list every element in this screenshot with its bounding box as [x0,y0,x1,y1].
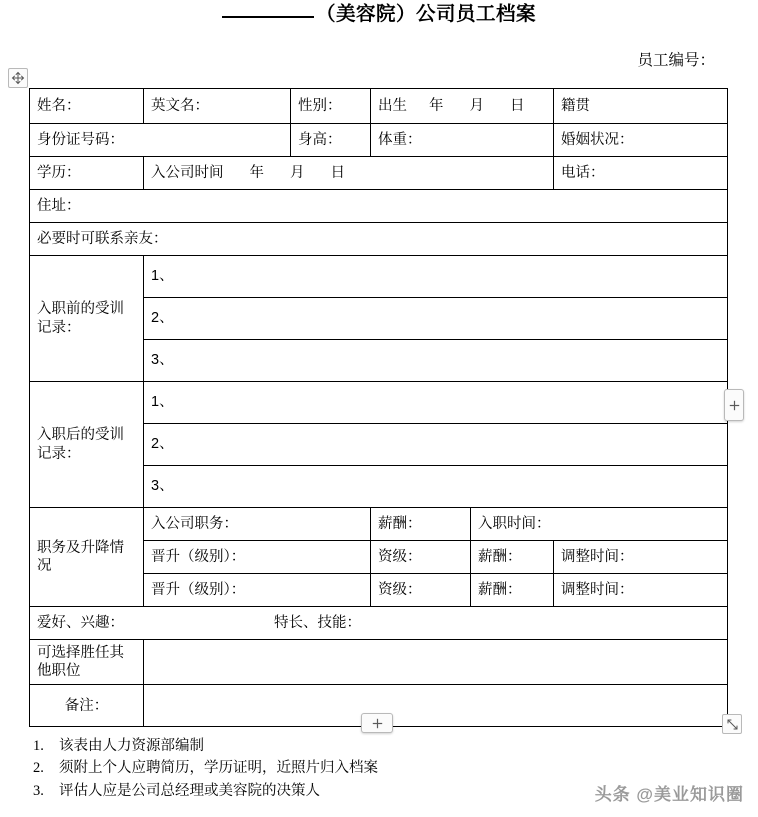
cell-pre-training-item-2[interactable]: 2、 [144,298,728,340]
title-blank-underline [222,16,314,18]
cell-post-training-item-1[interactable]: 1、 [144,382,728,424]
note-item [33,780,378,802]
cell-post-training-label[interactable]: 入职后的受训记录： [30,382,144,508]
note-text: 评估人应是公司总经理或美容院的决策人 [59,782,320,799]
cell-address[interactable]: 住址： [30,190,728,223]
resize-diagonal-icon [726,718,739,731]
cell-pre-training-item-1[interactable]: 1、 [144,256,728,298]
cell-grade-1[interactable]: 资级： [371,541,471,574]
employee-record-table[interactable] [29,88,727,727]
table-row-pre-training-1 [30,256,728,298]
table-row-address [30,190,728,223]
cell-education[interactable]: 学历： [30,157,144,190]
cell-birth-date[interactable] [371,89,554,124]
table-row-position-1 [30,508,728,541]
table-row-basic-3 [30,157,728,190]
cell-salary-2[interactable]: 薪酬： [471,574,554,607]
note-text: 该表由人力资源部编制 [59,738,204,754]
cell-join-time[interactable]: 入职时间： [471,508,728,541]
table-row-post-training-1 [30,382,728,424]
cell-company-position[interactable]: 入公司职务： [144,508,371,541]
birth-prefix: 出生 [378,97,407,114]
cell-pre-training-item-3[interactable]: 3、 [144,340,728,382]
cell-emergency-contact[interactable]: 必要时可联系亲友： [30,223,728,256]
table-row-other-positions [30,640,728,685]
cell-salary-1[interactable]: 薪酬： [471,541,554,574]
table-row-basic-2 [30,124,728,157]
skills-label: 特长、技能： [274,614,361,631]
table-row-emergency-contact [30,223,728,256]
join-prefix: 入公司时间 [151,164,224,181]
birth-year: 年 [429,97,444,114]
cell-marital-status[interactable]: 婚姻状况： [554,124,728,157]
join-month: 月 [290,164,305,181]
cell-other-positions-label[interactable]: 可选择胜任其他职位 [30,640,144,685]
cell-post-training-item-2[interactable]: 2、 [144,424,728,466]
cell-adjust-time-2[interactable]: 调整时间： [554,574,728,607]
page-title [0,0,758,26]
hobby-label: 爱好、兴趣： [37,614,124,631]
table-resize-handle[interactable] [722,714,742,734]
birth-day: 日 [510,97,525,114]
plus-icon [372,718,383,729]
cell-height[interactable]: 身高： [291,124,371,157]
cell-id-number[interactable]: 身份证号码： [30,124,291,157]
cell-pre-training-label[interactable]: 入职前的受训记录： [30,256,144,382]
cell-other-positions-value[interactable] [144,640,728,685]
cell-english-name[interactable]: 英文名： [144,89,291,124]
cell-promotion-level-1[interactable]: 晋升（级别）： [144,541,371,574]
note-number: 1. [33,738,44,754]
cell-remarks-label[interactable]: 备注： [30,685,144,727]
note-text: 须附上个人应聘简历，学历证明，近照片归入档案 [59,760,378,777]
join-day: 日 [330,164,345,181]
cell-name[interactable]: 姓名： [30,89,144,124]
cell-weight[interactable]: 体重： [371,124,554,157]
birth-month: 月 [469,97,484,114]
cell-promotion-level-2[interactable]: 晋升（级别）： [144,574,371,607]
note-number: 3. [33,782,44,799]
footer-notes [33,735,378,802]
plus-icon [729,400,740,411]
join-year: 年 [249,164,264,181]
cell-remarks-value[interactable] [144,685,728,727]
note-item [33,757,378,779]
cell-position-section-label[interactable]: 职务及升降情况 [30,508,144,607]
insert-row-button[interactable] [361,713,393,733]
cell-native-place[interactable]: 籍贯 [554,89,728,124]
note-item [33,735,378,757]
page-title-text: （美容院）公司员工档案 [315,4,536,25]
cell-post-training-item-3[interactable]: 3、 [144,466,728,508]
cell-initial-salary[interactable]: 薪酬： [371,508,471,541]
note-number: 2. [33,760,44,777]
move-cross-icon [11,71,25,85]
watermark: 头条 @美业知识圈 [594,785,744,804]
table-row-basic-1 [30,89,728,124]
cell-hobby-and-skills[interactable] [30,607,728,640]
cell-grade-2[interactable]: 资级： [371,574,471,607]
cell-phone[interactable]: 电话： [554,157,728,190]
cell-adjust-time-1[interactable]: 调整时间： [554,541,728,574]
cell-join-date[interactable] [144,157,554,190]
table-move-handle[interactable] [8,68,28,88]
cell-gender[interactable]: 性别： [291,89,371,124]
table-row-hobby [30,607,728,640]
employee-number-label: 员工编号： [637,52,715,69]
insert-column-button[interactable] [724,389,744,421]
